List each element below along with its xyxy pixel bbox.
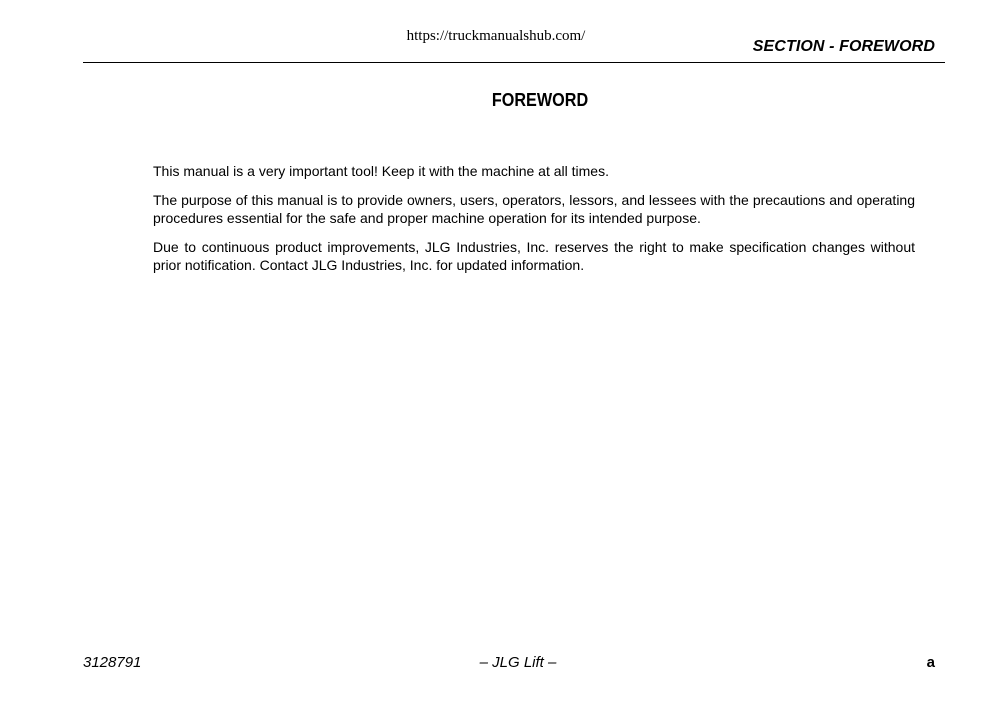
paragraph: The purpose of this manual is to provide owners, users, operators, lessors, and lessees with the precautions and operating procedures essential for the safe and proper machine operation for its intended purpose. (153, 191, 915, 226)
header-url: https://truckmanualshub.com/ (406, 28, 586, 44)
footer-doc-number: 3128791 (83, 654, 142, 671)
page-title: FOREWORD (491, 90, 589, 110)
paragraph: Due to continuous product improvements, JLG Industries, Inc. reserves the right to make specification changes without prior notification. Contact JLG Industries, Inc. for updated information. (153, 238, 915, 273)
header-divider (83, 62, 945, 63)
footer-brand: – JLG Lift – (479, 654, 557, 671)
footer-page-label: a (926, 654, 935, 671)
paragraph: This manual is a very important tool! Keep it with the machine at all times. (153, 163, 609, 179)
section-title: SECTION - FOREWORD (752, 38, 935, 55)
foreword-body (153, 162, 915, 285)
